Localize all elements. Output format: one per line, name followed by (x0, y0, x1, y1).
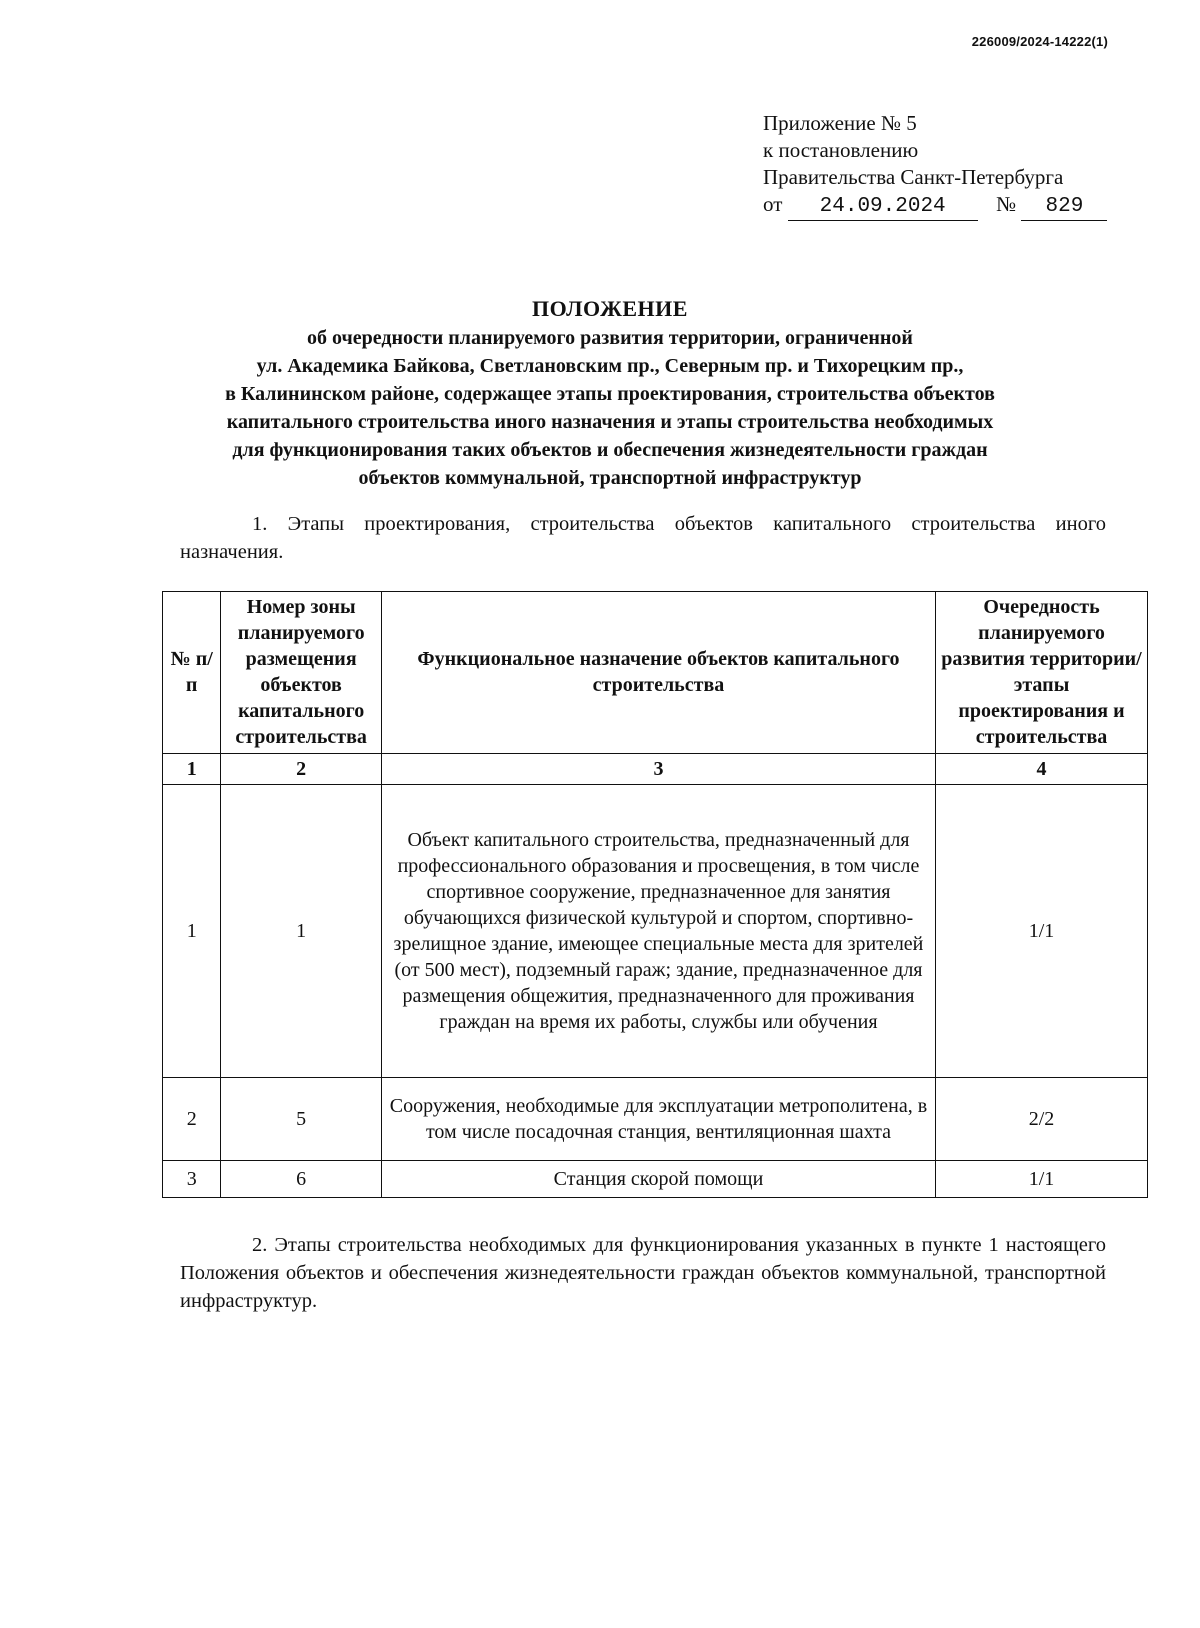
section-1-text: 1. Этапы проектирования, строительства объектов капитального строительства иного назначения. (180, 513, 1106, 563)
decree-number: 829 (1021, 193, 1107, 221)
column-number: 3 (381, 754, 935, 785)
row-number: 2 (163, 1078, 221, 1161)
title-line: объектов коммунальной, транспортной инфраструктур (358, 467, 862, 489)
table-row (163, 785, 1148, 1078)
header-col-zone: Номер зоны планируемого размещения объектов капитального строительства (221, 592, 382, 754)
header-col-number: № п/п (163, 592, 221, 754)
row-zone: 5 (221, 1078, 382, 1161)
document-id: 226009/2024-14222(1) (971, 34, 1108, 49)
date-prefix: от (763, 192, 783, 216)
header-col-function: Функциональное назначение объектов капитального строительства (381, 592, 935, 754)
decree-date: 24.09.2024 (788, 193, 978, 221)
title-line: ул. Академика Байкова, Светлановским пр., Северным пр. и Тихорецким пр., (256, 355, 964, 377)
row-stage: 1/1 (936, 1161, 1148, 1198)
table-header-row (163, 592, 1148, 754)
title-line: для функционирования таких объектов и обеспечения жизнедеятельности граждан (232, 439, 988, 461)
title-heading: ПОЛОЖЕНИЕ (532, 296, 688, 321)
column-number: 1 (163, 754, 221, 785)
section-2-text: 2. Этапы строительства необходимых для функционирования указанных в пункте 1 настоящего Положения объектов и обеспечения жизнедеятельности граждан объектов коммунальной, транспортной инфраструктур. (180, 1234, 1106, 1312)
title-line: капитального строительства иного назначения и этапы строительства необходимых (226, 411, 994, 433)
row-number: 1 (163, 785, 221, 1078)
section-2-paragraph (180, 1231, 1106, 1315)
section-1-paragraph (180, 510, 1106, 566)
column-number: 4 (936, 754, 1148, 785)
column-number-row (163, 754, 1148, 785)
appendix-authority: Правительства Санкт-Петербурга (763, 165, 1064, 189)
document-title (110, 295, 1110, 492)
column-number: 2 (221, 754, 382, 785)
table-row (163, 1078, 1148, 1161)
title-line: об очередности планируемого развития территории, ограниченной (307, 327, 913, 349)
row-function: Сооружения, необходимые для эксплуатации метрополитена, в том числе посадочная станция, вентиляционная шахта (381, 1078, 935, 1161)
stages-table (162, 591, 1148, 1198)
row-number: 3 (163, 1161, 221, 1198)
row-zone: 1 (221, 785, 382, 1078)
appendix-date-line (763, 191, 1107, 221)
header-col-stage: Очередность планируемого развития территории/этапы проектирования и строительства (936, 592, 1148, 754)
number-prefix: № (996, 192, 1017, 216)
table-row (163, 1161, 1148, 1198)
row-stage: 2/2 (936, 1078, 1148, 1161)
row-function: Объект капитального строительства, предназначенный для профессионального образования и просвещения, в том числе спортивное сооружение, предназначенное для занятия обучающихся физической культурой и спортом, спортивно-зрелищное здание, имеющее специальные места для зрителей (от 500 мест), подземный гараж; здание, предназначенное для размещения общежития, предназначенного для проживания граждан на время их работы, службы или обучения (381, 785, 935, 1078)
appendix-block (763, 110, 1107, 221)
appendix-ref: к постановлению (763, 138, 919, 162)
row-stage: 1/1 (936, 785, 1148, 1078)
row-zone: 6 (221, 1161, 382, 1198)
appendix-number: Приложение № 5 (763, 111, 917, 135)
row-function: Станция скорой помощи (381, 1161, 935, 1198)
title-line: в Калининском районе, содержащее этапы проектирования, строительства объектов (225, 383, 995, 405)
